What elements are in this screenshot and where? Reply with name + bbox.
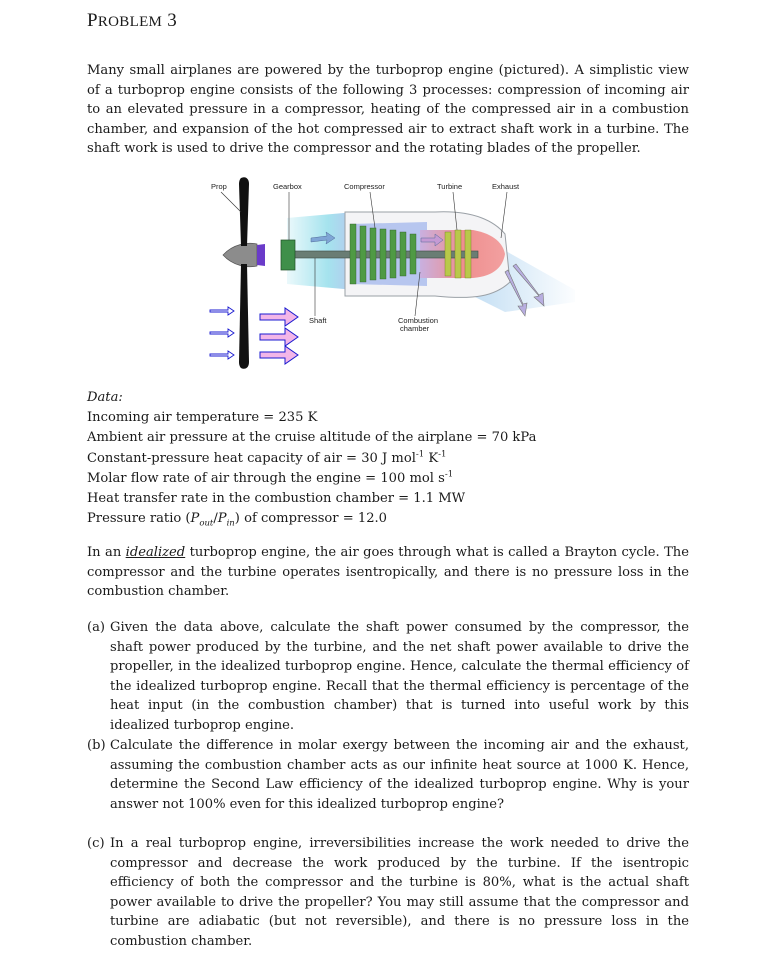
label-shaft: Shaft [309, 316, 327, 325]
data-item-temperature: Incoming air temperature = 235 K [87, 410, 318, 426]
question-b [87, 736, 689, 814]
turboprop-engine-figure [205, 172, 575, 372]
label-compressor: Compressor [344, 182, 385, 191]
label-exhaust: Exhaust [492, 182, 520, 191]
label-prop: Prop [211, 182, 227, 191]
spinner [223, 243, 257, 266]
turbine-blades [445, 230, 471, 278]
compressor-blades [350, 224, 416, 284]
data-item-molar-flow: Molar flow rate of air through the engine = 100 mol $s^{-1}$ [87, 469, 454, 486]
question-b-label: (b) [87, 738, 106, 753]
question-c-label: (c) [87, 836, 105, 851]
exhaust-leader-line [501, 192, 507, 238]
question-a-text: Given the data above, calculate the shaft power consumed by the compressor, the shaft power produced by the turbine, and the net shaft power available to drive the propeller, in the idealized turboprop engine. Hence, calculate the thermal efficiency of the idealized turboprop engine. Recall that the thermal efficiency is percentage of the heat input (in the combustion chamber) that is turned into useful work by this idealized turboprop engine. [110, 620, 689, 733]
label-combustion-line1: Combustion [398, 316, 439, 325]
data-heading: Data: [87, 390, 123, 405]
question-a [87, 618, 689, 736]
prop-leader-line [221, 192, 241, 212]
propeller-blades [239, 177, 249, 369]
label-combustion-line2: chamber [400, 324, 430, 333]
data-item-pressure-ratio: Pressure ratio $(P_{out}/P_{in})$ of compressor = 12.0 [87, 511, 388, 529]
propeller-hub [257, 244, 265, 266]
idealized-emphasis: idealized [125, 545, 186, 560]
intro-paragraph: Many small airplanes are powered by the turboprop engine (pictured). A simplistic view of a turboprop engine consists of the following 3 processes: compression of incoming air to an elevated pressure in a compressor, heating of the compressed air in a combustion chamber, and expansion of the hot compressed air to extract shaft work in a turbine. The shaft work is used to drive the compressor and the rotating blades of the propeller. [87, 63, 689, 157]
problem-heading: PROBLEM 3 [87, 10, 178, 31]
data-item-heat-capacity: Constant-pressure heat capacity of air = 30 J mol$^{-1}$ $K^{-1}$ [87, 449, 447, 466]
question-a-label: (a) [87, 620, 106, 635]
brayton-paragraph: In an idealized turboprop engine, the air goes through what is called a Brayton cycle. The compressor and the turbine operates isentropically, and there is no pressure loss in the combustion chamber. [87, 545, 689, 600]
data-item-pressure: Ambient air pressure at the cruise altitude of the airplane = 70 kPa [87, 430, 537, 446]
intake-arrows-small [210, 307, 234, 359]
data-section [87, 388, 707, 529]
label-turbine: Turbine [437, 182, 463, 191]
label-gearbox: Gearbox [273, 182, 302, 191]
question-b-text: Calculate the difference in molar exergy between the incoming air and the exhaust, assuming the combustion chamber acts as our infinite heat source at 1000 K. Hence, determine the Second Law efficiency of the idealized turboprop engine. Why is your answer not 100% even for this idealized turboprop engine? [110, 738, 689, 812]
data-item-heat-rate: Heat transfer rate in the combustion chamber = 1.1 MW [87, 490, 466, 506]
gearbox [281, 240, 295, 270]
intake-arrows-large [260, 308, 298, 364]
question-c [87, 834, 689, 952]
question-c-text: In a real turboprop engine, irreversibilities increase the work needed to drive the compressor and decrease the work produced by the turbine. If the isentropic efficiency of both the compressor and the turbine is 80%, what is the actual shaft power available to drive the propeller? You may still assume that the compressor and turbine are adiabatic (but not reversible), and there is no pressure loss in the combustion chamber. [110, 836, 689, 949]
